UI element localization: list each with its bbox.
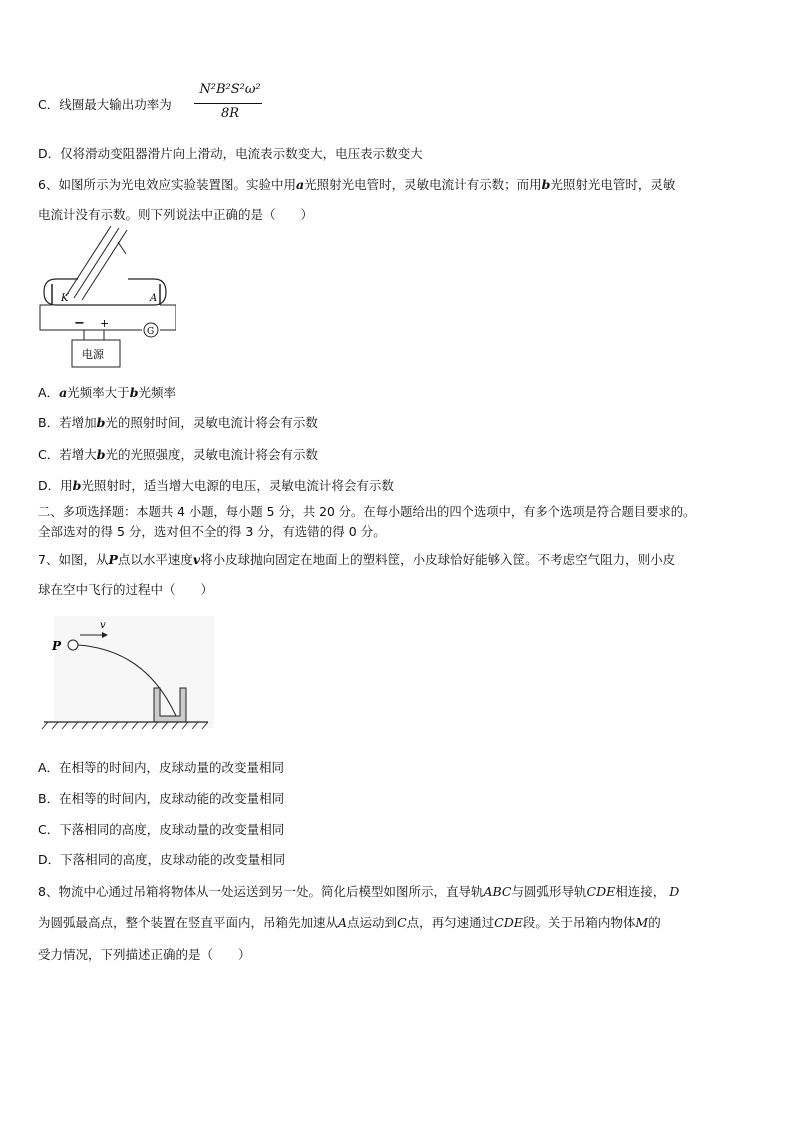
velocity-label: v: [100, 620, 106, 631]
q7-option-a: A．在相等的时间内，皮球动量的改变量相同: [38, 760, 285, 775]
q6-stem-line-2: 电流计没有示数。则下列说法中正确的是（ ）: [38, 207, 314, 222]
ball-icon: [68, 640, 78, 650]
q7-stem-line-2: 球在空中飞行的过程中（ ）: [38, 582, 214, 597]
q7-option-b: B．在相等的时间内，皮球动能的改变量相同: [38, 791, 285, 806]
photoelectric-apparatus-figure: [36, 226, 176, 370]
q6-option-a: A．a光频率大于b光频率: [38, 385, 176, 400]
q7-option-c: C．下落相同的高度，皮球动量的改变量相同: [38, 822, 285, 837]
section-2-heading: 二、多项选择题：本题共 4 小题，每小题 5 分，共 20 分。在每小题给出的四个选项中，有多个选项是符合题目要求的。: [38, 505, 696, 519]
point-p-label: P: [52, 639, 62, 653]
projectile-basket-figure: [36, 612, 216, 736]
anode-label: A: [150, 293, 158, 304]
q7-stem-line-1: 7、如图，从P点以水平速度v将小皮球抛向固定在地面上的塑料筐，小皮球恰好能够入筐。不考虑空气阻力，则小皮: [38, 552, 676, 567]
q8-stem-line-1: 8、物流中心通过吊箱将物体从一处运送到另一处。简化后模型如图所示，直导轨ABC与圆弧形导轨CDE相连接， D: [38, 884, 680, 899]
svg-text:G: G: [147, 327, 155, 337]
power-fraction: [190, 82, 270, 128]
q7-option-d: D．下落相同的高度，皮球动能的改变量相同: [38, 852, 286, 867]
q6-option-c: C．若增大b光的光照强度，灵敏电流计将会有示数: [38, 447, 318, 462]
cathode-label: K: [61, 293, 69, 304]
q6-stem-line-1: 6、如图所示为光电效应实验装置图。实验中用a光照射光电管时，灵敏电流计有示数；而用b光照射光电管时，灵敏: [38, 177, 676, 192]
q6-option-b: B．若增加b光的照射时间，灵敏电流计将会有示数: [38, 415, 318, 430]
plus-sign: +: [100, 317, 110, 330]
q6-option-d: D．用b光照射时，适当增大电源的电压，灵敏电流计将会有示数: [38, 478, 394, 493]
power-supply-label: 电源: [82, 348, 104, 361]
fraction-bar: [194, 103, 262, 104]
q5-option-c: C．线圈最大输出功率为: [38, 97, 172, 112]
section-2-scoring: 全部选对的得 5 分，选对但不全的得 3 分，有选错的得 0 分。: [38, 524, 386, 539]
fraction-denominator: 8R: [220, 106, 240, 121]
light-beam: [66, 226, 127, 300]
q8-stem-line-3: 受力情况，下列描述正确的是（ ）: [38, 947, 251, 962]
q8-stem-line-2: 为圆弧最高点，整个装置在竖直平面内，吊箱先加速从A点运动到C点，再匀速通过CDE段。关于吊箱内物体M的: [38, 915, 661, 930]
minus-sign: −: [74, 316, 85, 331]
fraction-numerator: N²B²S²ω²: [199, 82, 261, 97]
q5-option-d: D．仅将滑动变阻器滑片向上滑动，电流表示数变大，电压表示数变大: [38, 146, 423, 161]
